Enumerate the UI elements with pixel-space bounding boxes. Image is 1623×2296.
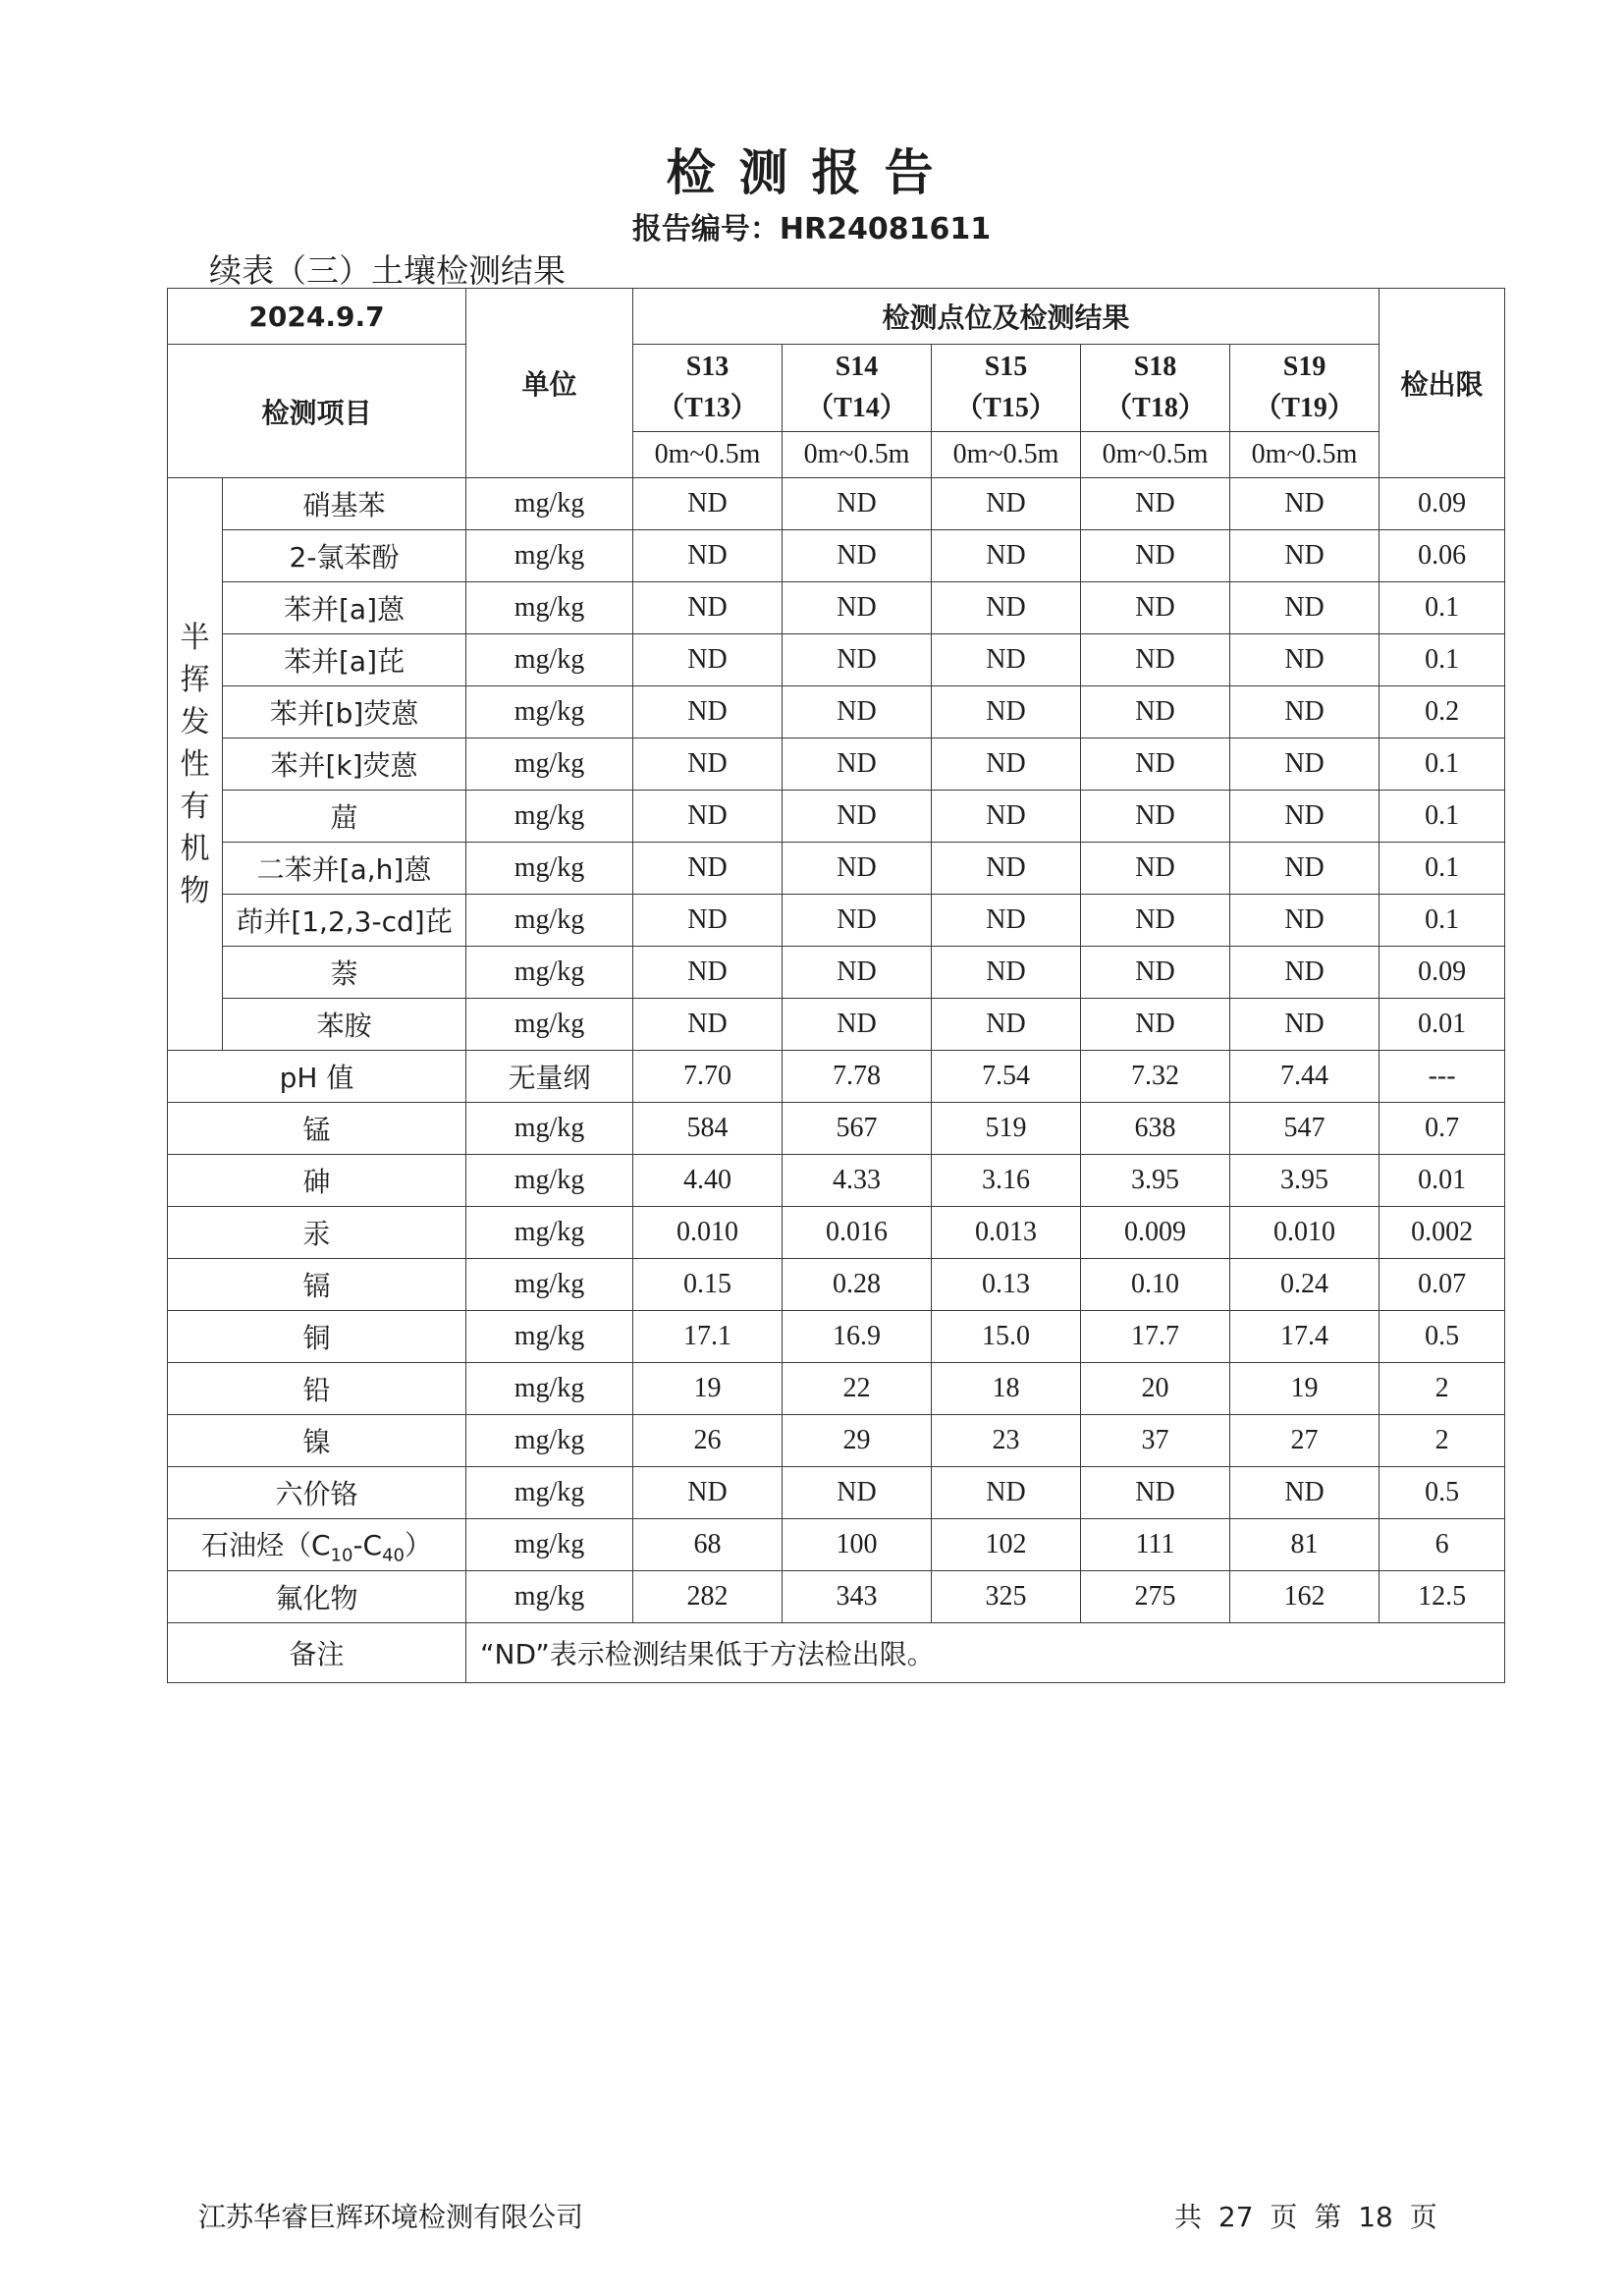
unit-cell: mg/kg	[466, 1103, 633, 1155]
result-cell: ND	[1230, 791, 1380, 843]
table-row	[168, 843, 1505, 895]
point-depth: 0m~0.5m	[783, 432, 932, 478]
point-id: S14	[835, 352, 879, 382]
result-cell: ND	[633, 947, 783, 999]
item-name: 2-氯苯酚	[223, 530, 466, 582]
result-cell: ND	[1230, 686, 1380, 738]
result-cell: 17.7	[1081, 1311, 1230, 1363]
item-name: 镍	[168, 1415, 466, 1467]
result-cell: ND	[1081, 634, 1230, 686]
table-row	[168, 1571, 1505, 1623]
result-cell: ND	[1081, 895, 1230, 947]
result-cell: ND	[1230, 634, 1380, 686]
table-row	[168, 1363, 1505, 1415]
point-header	[932, 345, 1081, 432]
result-cell: ND	[932, 530, 1081, 582]
limit-cell: 6	[1380, 1519, 1505, 1571]
limit-cell: 0.01	[1380, 1155, 1505, 1207]
table-row	[168, 1415, 1505, 1467]
limit-cell: ---	[1380, 1051, 1505, 1103]
unit-cell: mg/kg	[466, 478, 633, 530]
point-group-header: 检测点位及检测结果	[633, 289, 1380, 345]
point-alt-id: （T18）	[1105, 393, 1206, 423]
result-cell: ND	[633, 686, 783, 738]
result-cell: 282	[633, 1571, 783, 1623]
result-cell: ND	[633, 843, 783, 895]
result-cell: 19	[1230, 1363, 1380, 1415]
result-cell: ND	[783, 947, 932, 999]
item-name: 铅	[168, 1363, 466, 1415]
unit-cell: mg/kg	[466, 1311, 633, 1363]
result-cell: 567	[783, 1103, 932, 1155]
result-cell: ND	[783, 791, 932, 843]
result-cell: ND	[783, 634, 932, 686]
item-name: 氟化物	[168, 1571, 466, 1623]
result-cell: 343	[783, 1571, 932, 1623]
result-cell: 0.010	[633, 1207, 783, 1259]
item-name: 铜	[168, 1311, 466, 1363]
result-cell: 4.33	[783, 1155, 932, 1207]
result-cell: ND	[1081, 791, 1230, 843]
result-cell: ND	[932, 1467, 1081, 1519]
result-cell: ND	[633, 791, 783, 843]
unit-cell: mg/kg	[466, 999, 633, 1051]
table-row	[168, 686, 1505, 738]
point-id: S13	[685, 352, 730, 382]
unit-cell: mg/kg	[466, 738, 633, 791]
unit-cell: mg/kg	[466, 1467, 633, 1519]
unit-cell: mg/kg	[466, 530, 633, 582]
table-caption: 续表（三）土壤检测结果	[209, 251, 566, 290]
unit-cell: mg/kg	[466, 1155, 633, 1207]
point-depth: 0m~0.5m	[932, 432, 1081, 478]
table-row	[168, 791, 1505, 843]
point-alt-id: （T15）	[955, 393, 1056, 423]
result-cell: ND	[932, 478, 1081, 530]
point-id: S15	[984, 352, 1028, 382]
item-name: 汞	[168, 1207, 466, 1259]
table-row	[168, 1207, 1505, 1259]
result-cell: ND	[1081, 843, 1230, 895]
point-depth: 0m~0.5m	[633, 432, 783, 478]
item-name: 锰	[168, 1103, 466, 1155]
unit-cell: mg/kg	[466, 791, 633, 843]
limit-header: 检出限	[1380, 289, 1505, 478]
report-title: 检测报告	[666, 144, 957, 201]
result-cell: 275	[1081, 1571, 1230, 1623]
point-header	[1230, 345, 1380, 432]
result-cell: 15.0	[932, 1311, 1081, 1363]
limit-cell: 0.5	[1380, 1311, 1505, 1363]
result-cell: 3.95	[1081, 1155, 1230, 1207]
result-cell: ND	[783, 738, 932, 791]
unit-cell: mg/kg	[466, 947, 633, 999]
table-row	[168, 1259, 1505, 1311]
result-cell: ND	[932, 895, 1081, 947]
result-cell: ND	[783, 686, 932, 738]
result-cell: 0.13	[932, 1259, 1081, 1311]
table-row	[168, 530, 1505, 582]
result-cell: 4.40	[633, 1155, 783, 1207]
result-cell: ND	[783, 530, 932, 582]
result-cell: ND	[1081, 947, 1230, 999]
result-cell: 3.95	[1230, 1155, 1380, 1207]
result-cell: 17.1	[633, 1311, 783, 1363]
result-cell: 0.28	[783, 1259, 932, 1311]
table-row	[168, 895, 1505, 947]
result-cell: 100	[783, 1519, 932, 1571]
svoc-group-char: 机	[180, 831, 210, 866]
item-name: 苯并[k]荧蒽	[223, 738, 466, 791]
result-cell: 7.32	[1081, 1051, 1230, 1103]
unit-header: 单位	[466, 289, 633, 478]
result-cell: ND	[932, 791, 1081, 843]
result-cell: ND	[1230, 895, 1380, 947]
item-name: 六价铬	[168, 1467, 466, 1519]
unit-cell: mg/kg	[466, 1259, 633, 1311]
result-cell: ND	[932, 582, 1081, 634]
unit-cell: mg/kg	[466, 634, 633, 686]
limit-cell: 0.06	[1380, 530, 1505, 582]
item-name: 硝基苯	[223, 478, 466, 530]
svoc-group-char: 挥	[180, 662, 210, 697]
item-name: 䓛	[223, 791, 466, 843]
note-row	[168, 1623, 1505, 1683]
limit-cell: 0.5	[1380, 1467, 1505, 1519]
unit-cell: mg/kg	[466, 895, 633, 947]
unit-cell: 无量纲	[466, 1051, 633, 1103]
result-cell: ND	[1230, 478, 1380, 530]
limit-cell: 0.7	[1380, 1103, 1505, 1155]
result-cell: ND	[1081, 530, 1230, 582]
point-header	[783, 345, 932, 432]
result-cell: 0.15	[633, 1259, 783, 1311]
unit-cell: mg/kg	[466, 1415, 633, 1467]
limit-cell: 2	[1380, 1363, 1505, 1415]
result-cell: ND	[1230, 947, 1380, 999]
result-cell: 7.78	[783, 1051, 932, 1103]
point-id: S18	[1133, 352, 1177, 382]
result-cell: 20	[1081, 1363, 1230, 1415]
result-cell: 19	[633, 1363, 783, 1415]
result-cell: ND	[1230, 1467, 1380, 1519]
result-cell: 638	[1081, 1103, 1230, 1155]
item-name: pH 值	[168, 1051, 466, 1103]
limit-cell: 0.07	[1380, 1259, 1505, 1311]
point-alt-id: （T14）	[806, 393, 907, 423]
table-row	[168, 738, 1505, 791]
result-cell: 81	[1230, 1519, 1380, 1571]
result-cell: ND	[1081, 582, 1230, 634]
table-row	[168, 1155, 1505, 1207]
result-cell: ND	[932, 947, 1081, 999]
result-cell: 26	[633, 1415, 783, 1467]
limit-cell: 0.002	[1380, 1207, 1505, 1259]
limit-cell: 0.01	[1380, 999, 1505, 1051]
result-cell: 3.16	[932, 1155, 1081, 1207]
result-cell: ND	[932, 999, 1081, 1051]
svoc-group-label	[168, 478, 223, 1051]
item-name: 萘	[223, 947, 466, 999]
limit-cell: 0.2	[1380, 686, 1505, 738]
item-name: 镉	[168, 1259, 466, 1311]
point-header	[633, 345, 783, 432]
result-cell: 22	[783, 1363, 932, 1415]
item-header: 检测项目	[168, 345, 466, 478]
result-cell: ND	[1081, 1467, 1230, 1519]
result-cell: ND	[633, 999, 783, 1051]
svoc-group-char: 物	[180, 873, 210, 908]
point-alt-id: （T19）	[1254, 393, 1355, 423]
result-cell: ND	[1230, 999, 1380, 1051]
limit-cell: 0.1	[1380, 634, 1505, 686]
result-cell: ND	[932, 634, 1081, 686]
result-cell: 7.44	[1230, 1051, 1380, 1103]
result-cell: ND	[783, 1467, 932, 1519]
result-cell: ND	[1081, 999, 1230, 1051]
result-cell: 0.016	[783, 1207, 932, 1259]
unit-cell: mg/kg	[466, 686, 633, 738]
result-cell: ND	[783, 895, 932, 947]
result-cell: ND	[1230, 738, 1380, 791]
svoc-group-char: 性	[180, 746, 210, 782]
item-name: 石油烃$(C_{10}-C_{40})$	[168, 1519, 466, 1571]
svoc-group-char: 有	[180, 789, 210, 824]
result-cell: ND	[1081, 738, 1230, 791]
point-header	[1081, 345, 1230, 432]
note-label: 备注	[168, 1623, 466, 1683]
result-cell: 325	[932, 1571, 1081, 1623]
table-row	[168, 1103, 1505, 1155]
result-cell: ND	[783, 582, 932, 634]
page-info: 共 27 页 第 18 页	[1174, 2201, 1437, 2233]
result-cell: 27	[1230, 1415, 1380, 1467]
result-cell: ND	[1081, 686, 1230, 738]
result-cell: ND	[633, 478, 783, 530]
test-date: 2024.9.7	[168, 289, 466, 345]
table-row	[168, 582, 1505, 634]
result-cell: 0.10	[1081, 1259, 1230, 1311]
result-cell: ND	[1230, 843, 1380, 895]
note-text: “ND”表示检测结果低于方法检出限。	[466, 1623, 1505, 1683]
limit-cell: 0.09	[1380, 947, 1505, 999]
soil-results-table	[167, 288, 1505, 1683]
limit-cell: 0.1	[1380, 791, 1505, 843]
result-cell: 18	[932, 1363, 1081, 1415]
item-name: 茚并[1,2,3-cd]芘	[223, 895, 466, 947]
result-cell: 23	[932, 1415, 1081, 1467]
result-cell: ND	[633, 530, 783, 582]
result-cell: ND	[633, 634, 783, 686]
result-cell: 7.54	[932, 1051, 1081, 1103]
result-cell: 584	[633, 1103, 783, 1155]
limit-cell: 0.1	[1380, 895, 1505, 947]
table-row	[168, 947, 1505, 999]
table-row	[168, 1467, 1505, 1519]
limit-cell: 0.1	[1380, 582, 1505, 634]
svoc-group-char: 发	[180, 704, 210, 739]
result-cell: 16.9	[783, 1311, 932, 1363]
result-cell: 17.4	[1230, 1311, 1380, 1363]
unit-cell: mg/kg	[466, 843, 633, 895]
svoc-group-char: 半	[180, 620, 210, 655]
result-cell: 0.013	[932, 1207, 1081, 1259]
item-name: 苯并[a]芘	[223, 634, 466, 686]
result-cell: ND	[932, 738, 1081, 791]
result-cell: ND	[783, 478, 932, 530]
item-name: 砷	[168, 1155, 466, 1207]
unit-cell: mg/kg	[466, 1363, 633, 1415]
result-cell: 7.70	[633, 1051, 783, 1103]
limit-cell: 12.5	[1380, 1571, 1505, 1623]
limit-cell: 0.1	[1380, 843, 1505, 895]
table-row	[168, 634, 1505, 686]
result-cell: 0.24	[1230, 1259, 1380, 1311]
result-cell: 547	[1230, 1103, 1380, 1155]
table-row	[168, 1519, 1505, 1571]
result-cell: ND	[1230, 530, 1380, 582]
result-cell: ND	[633, 582, 783, 634]
item-name: 苯胺	[223, 999, 466, 1051]
result-cell: 162	[1230, 1571, 1380, 1623]
limit-cell: 0.1	[1380, 738, 1505, 791]
point-id: S19	[1282, 352, 1326, 382]
result-cell: 0.009	[1081, 1207, 1230, 1259]
result-cell: ND	[1081, 478, 1230, 530]
result-cell: 68	[633, 1519, 783, 1571]
limit-cell: 2	[1380, 1415, 1505, 1467]
item-name: 苯并[a]蒽	[223, 582, 466, 634]
result-cell: 111	[1081, 1519, 1230, 1571]
result-cell: 37	[1081, 1415, 1230, 1467]
point-alt-id: （T13）	[657, 393, 758, 423]
result-cell: ND	[633, 738, 783, 791]
result-cell: 0.010	[1230, 1207, 1380, 1259]
result-cell: 519	[932, 1103, 1081, 1155]
result-cell: ND	[783, 843, 932, 895]
result-cell: ND	[932, 843, 1081, 895]
table-row	[168, 478, 1505, 530]
table-row	[168, 1051, 1505, 1103]
unit-cell: mg/kg	[466, 1571, 633, 1623]
point-depth: 0m~0.5m	[1230, 432, 1380, 478]
unit-cell: mg/kg	[466, 582, 633, 634]
table-row	[168, 1311, 1505, 1363]
result-cell: ND	[1230, 582, 1380, 634]
result-cell: ND	[633, 1467, 783, 1519]
company-name: 江苏华睿巨辉环境检测有限公司	[198, 2201, 584, 2233]
unit-cell: mg/kg	[466, 1207, 633, 1259]
table-row	[168, 999, 1505, 1051]
unit-cell: mg/kg	[466, 1519, 633, 1571]
point-depth: 0m~0.5m	[1081, 432, 1230, 478]
result-cell: ND	[633, 895, 783, 947]
item-name: 苯并[b]荧蒽	[223, 686, 466, 738]
result-cell: ND	[932, 686, 1081, 738]
result-cell: ND	[783, 999, 932, 1051]
result-cell: 102	[932, 1519, 1081, 1571]
result-cell: 29	[783, 1415, 932, 1467]
item-name: 二苯并[a,h]蒽	[223, 843, 466, 895]
limit-cell: 0.09	[1380, 478, 1505, 530]
report-number: 报告编号：HR24081611	[631, 212, 992, 246]
